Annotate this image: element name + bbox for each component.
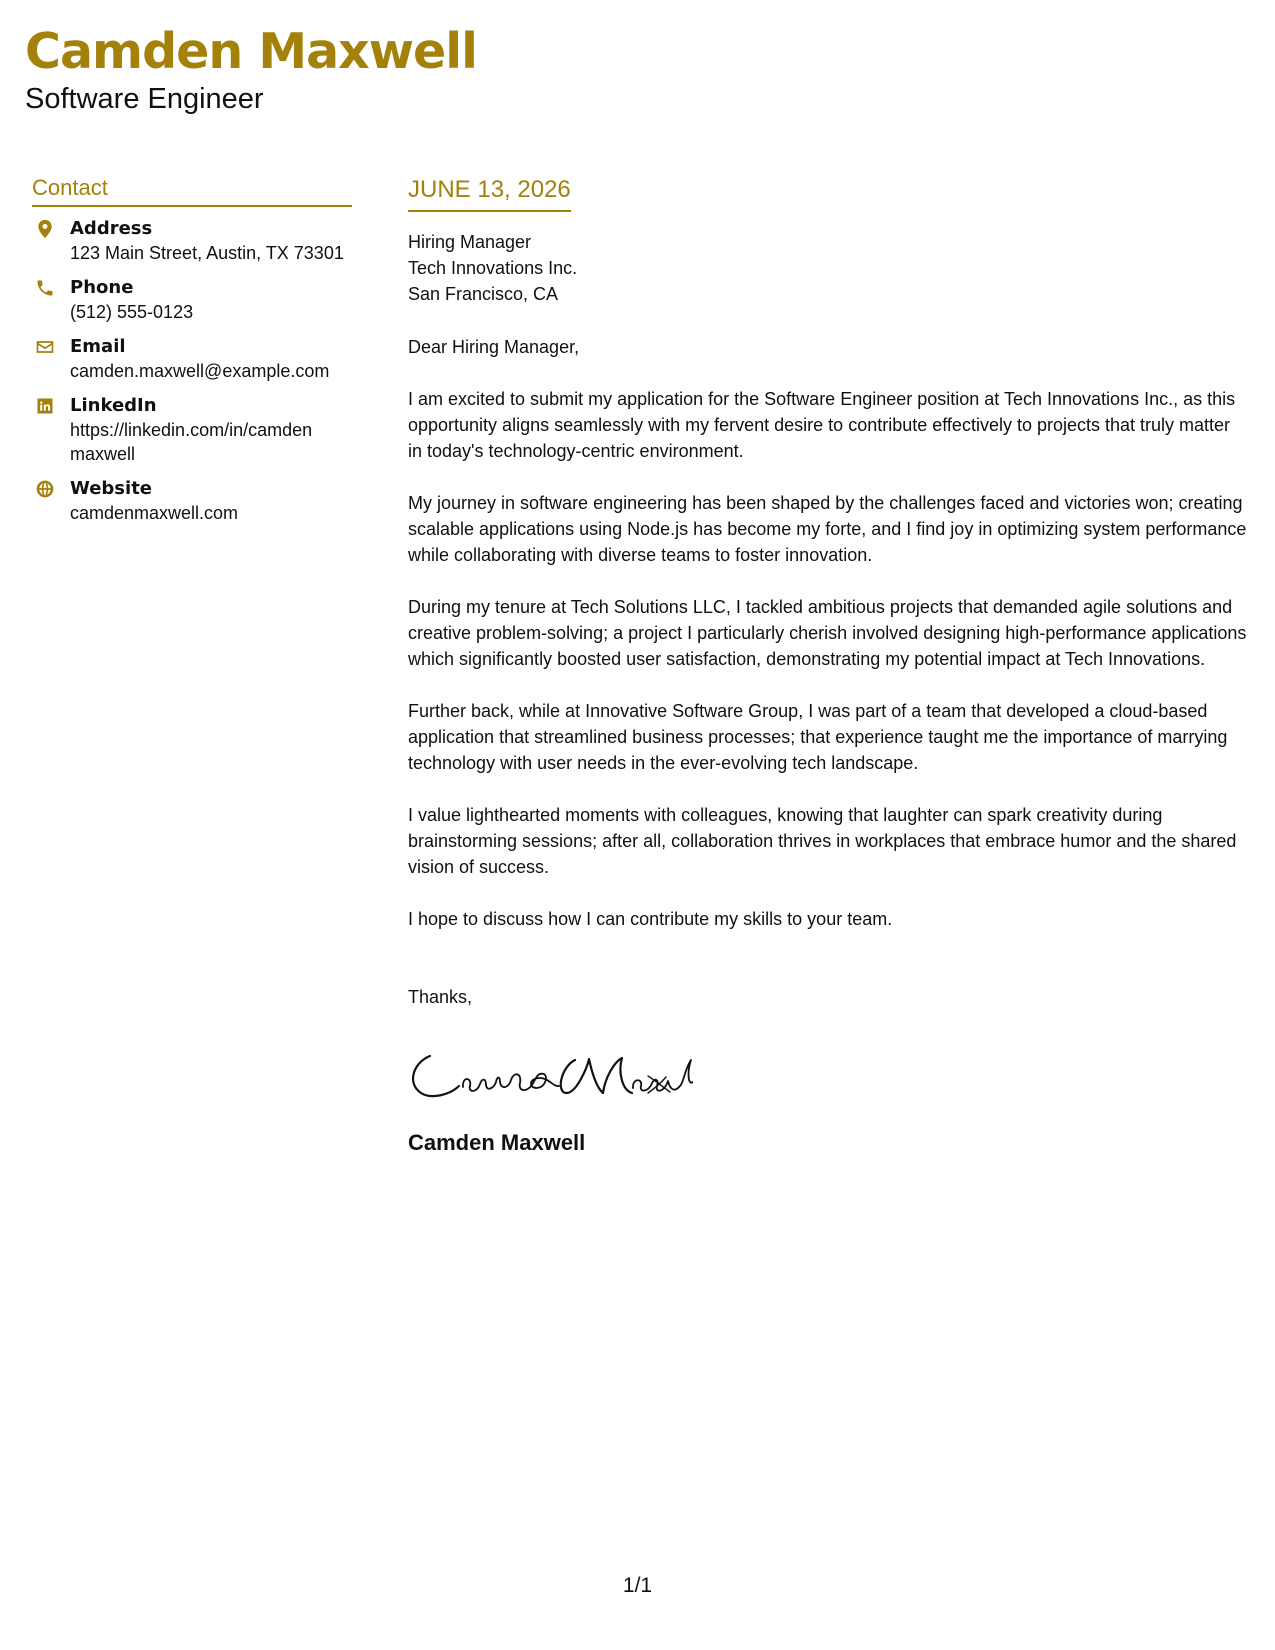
contact-section-title: Contact <box>32 174 352 207</box>
letter-paragraph: I value lighthearted moments with colleagues, knowing that laughter can spark creativity during brainstorming sessions; after all, collaboration thrives in workplaces that embrace humor and the shared vision of success. <box>408 805 1237 877</box>
recipient-block <box>408 229 1248 307</box>
linkedin-icon <box>32 396 58 420</box>
contact-value: camdenmaxwell.com <box>70 503 239 523</box>
phone-icon <box>32 278 58 302</box>
contact-value: camden.maxwell@example.com <box>70 361 330 381</box>
candidate-title: Software Engineer <box>25 83 264 115</box>
letter-paragraph: My journey in software engineering has been shaped by the challenges faced and victories won; creating scalable applications using Node.js has become my forte, and I find joy in optimizing system performance while collaborating with diverse teams to foster innovation. <box>408 493 1247 565</box>
contact-address <box>32 217 352 265</box>
letter-paragraph: I hope to discuss how I can contribute my skills to your team. <box>408 909 893 929</box>
candidate-name: Camden Maxwell <box>25 23 477 80</box>
contact-linkedin-text <box>70 394 352 466</box>
contact-phone <box>32 276 352 324</box>
letter-date: JUNE 13, 2026 <box>408 174 571 212</box>
map-pin-icon <box>32 219 58 243</box>
contact-sidebar <box>32 174 352 536</box>
recipient-line: San Francisco, CA <box>408 284 559 304</box>
letter-paragraph: I am excited to submit my application for the Software Engineer position at Tech Innovations Inc., as this opportunity aligns seamlessly with my fervent desire to contribute effectively to projects that truly matter in today's technology-centric environment. <box>408 389 1236 461</box>
recipient-line: Hiring Manager <box>408 232 532 252</box>
contact-value: https://linkedin.com/in/camden maxwell <box>70 420 313 464</box>
signer-name: Camden Maxwell <box>408 1130 586 1155</box>
letter-paragraph: During my tenure at Tech Solutions LLC, I tackled ambitious projects that demanded agile solutions and creative problem-solving; a project I particularly cherish involved designing high-performance applications which significantly boosted user satisfaction, demonstrating my potential impact at Tech Innovations. <box>408 597 1247 669</box>
contact-value: 123 Main Street, Austin, TX 73301 <box>70 243 344 263</box>
contact-email <box>32 335 352 383</box>
contact-value: (512) 555-0123 <box>70 302 194 322</box>
contact-label: Phone <box>70 277 134 298</box>
letter-closing: Thanks, <box>408 987 473 1007</box>
contact-address-text <box>70 217 352 265</box>
contact-phone-text <box>70 276 352 324</box>
contact-label: Email <box>70 336 126 357</box>
contact-linkedin <box>32 394 352 466</box>
contact-label: Website <box>70 478 153 499</box>
letter-header <box>25 20 477 116</box>
contact-label: LinkedIn <box>70 395 157 416</box>
contact-website-text <box>70 477 352 525</box>
email-icon <box>32 337 58 361</box>
handwritten-signature <box>408 1038 693 1103</box>
cover-letter-body <box>408 174 1248 1157</box>
letter-paragraph: Further back, while at Innovative Software Group, I was part of a team that developed a cloud-based application that streamlined business processes; that experience taught me the importance of marrying technology with user needs in the ever-evolving tech landscape. <box>408 701 1228 773</box>
recipient-line: Tech Innovations Inc. <box>408 258 578 278</box>
globe-icon <box>32 479 58 503</box>
salutation: Dear Hiring Manager, <box>408 337 580 357</box>
contact-label: Address <box>70 218 153 239</box>
contact-email-text <box>70 335 352 383</box>
contact-website <box>32 477 352 525</box>
page-number: 1/1 <box>622 1574 653 1597</box>
